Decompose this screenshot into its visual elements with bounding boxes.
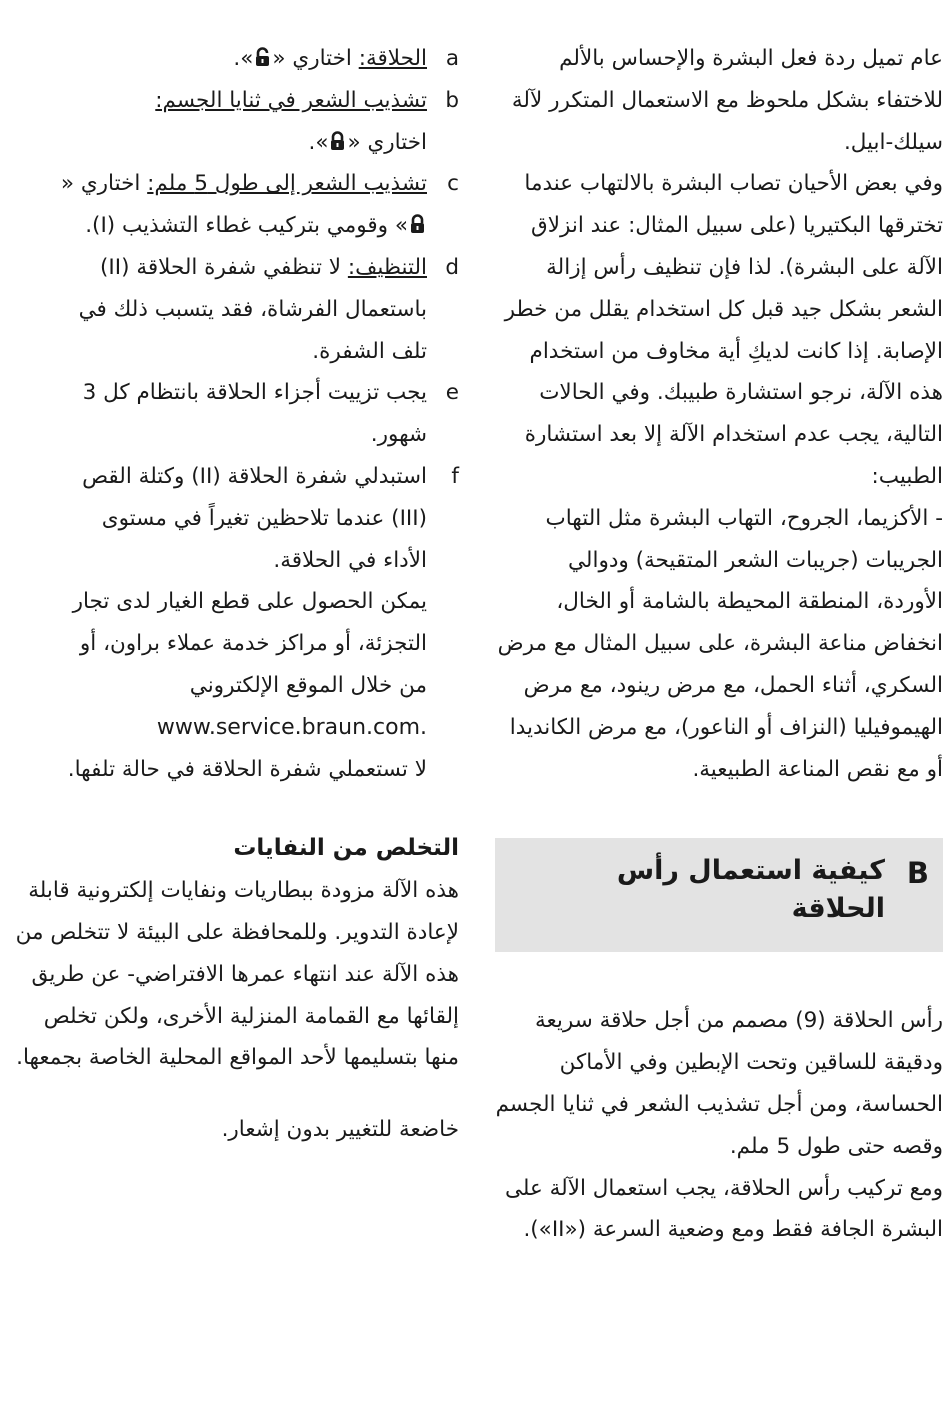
disposal-heading: التخلص من النفايات [233, 835, 459, 862]
padlock-closed-icon [410, 217, 425, 234]
list-item-a [12, 38, 459, 80]
section-title: كيفية استعمال رأس الحلاقة [616, 855, 885, 925]
item-text-after: ». [308, 129, 329, 155]
item-label: تشذيب الشعر إلى طول 5 ملم: [147, 171, 427, 197]
item-letter: c [447, 171, 459, 197]
item-text-before: اختاري « [60, 171, 148, 197]
service-url: www.service.braun.com. [156, 714, 427, 740]
list-item-f [12, 456, 459, 790]
damage-warning: لا تستعملي شفرة الحلاقة في حالة تلفها. [67, 756, 427, 782]
item-text [54, 80, 427, 164]
item-letter: b [445, 87, 459, 113]
item-text: استبدلي شفرة الحلاقة (II) وكتلة القص (III) عندما تلاحظين تغيراً في مستوى الأداء في الحلاقة. [82, 463, 427, 573]
spacer [12, 1079, 459, 1109]
item-text [54, 163, 427, 247]
list-item-e [12, 372, 459, 456]
padlock-closed-icon [330, 134, 345, 151]
padlock-open-icon [255, 50, 270, 67]
spare-parts-text: يمكن الحصول على قطع الغيار لدى تجار التجزئة، أو مراكز خدمة عملاء براون، أو من خلال الموقع الإلكتروني [72, 589, 427, 698]
item-letter: e [445, 380, 459, 406]
item-letter: d [445, 254, 459, 280]
list-item-c [12, 163, 459, 247]
right-column [495, 38, 943, 1251]
list-item-b [12, 80, 459, 164]
item-text-after: » وقومي بتركيب غطاء التشذيب (I). [85, 213, 408, 239]
infection-paragraph: وفي بعض الأحيان تصاب البشرة بالالتهاب عندما تخترقها البكتيريا (على سبيل المثال: عند انزلاق الآلة على البشرة). لذا فإن تنظيف رأس إزالة الشعر بشكل جيد قبل كل استخدام يقلل من خطر الإصابة. إذا كانت لديكِ أية مخاوف من استخدام هذه الآلة، نرجو استشارة طبيبك. وفي الحالات التالية، يجب عدم استخدام الآلة إلا بعد استشارة الطبيب: [504, 171, 943, 489]
item-text-after: ». [233, 46, 254, 71]
item-text: يجب تزييت أجزاء الحلاقة بانتظام كل 3 شهور. [82, 380, 427, 448]
item-text [54, 38, 427, 80]
item-letter: a [445, 46, 459, 71]
conditions-paragraph: - الأكزيما، الجروح، التهاب البشرة مثل التهاب الجريبات (جريبات الشعر المتقيحة) ودوالي الأوردة، المنطقة المحيطة بالشامة أو الخال، انخفاض مناعة البشرة، على سبيل المثال مع مرض السكري، أثناء الحمل، مع مرض رينود، مع مرض الهيموفيليا (النزاف أو الناعور)، مع مرض الكانديدا أو مع نقص المناعة الطبيعية. [497, 505, 943, 782]
change-notice: خاضعة للتغيير بدون إشعار. [221, 1117, 459, 1143]
list-item-d [12, 247, 459, 372]
disposal-paragraph: هذه الآلة مزودة ببطاريات ونفايات إلكترونية قابلة لإعادة التدوير. وللمحافظة على البيئة لا تتخلص من هذه الآلة عند انتهاء عمرها الافتراضي- عن طريق إلقائها مع القمامة المنزلية الأخرى، ولكن تخلص منها بتسليمها لأحد المواقع المحلية الخاصة بجمعها. [15, 878, 459, 1071]
section-letter: B [906, 856, 929, 891]
item-label: التنظيف: [347, 254, 427, 280]
item-label: الحلاقة: [358, 46, 427, 71]
item-body: لا تنظفي شفرة الحلاقة (II) باستعمال الفرشاة، فقد يتسبب ذلك في تلف الشفرة. [78, 254, 427, 364]
item-text [54, 247, 427, 372]
item-text-before: اختاري « [272, 46, 359, 71]
shaving-head-paragraph: رأس الحلاقة (9) مصمم من أجل حلاقة سريعة ودقيقة للساقين وتحت الإبطين وفي الأماكن الحساسة، ومن أجل تشذيب الشعر في ثنايا الجسم وقصه حتى طول 5 ملم. [495, 1008, 943, 1159]
left-column [12, 38, 459, 1151]
section-b-header [495, 838, 943, 952]
item-label: تشذيب الشعر في ثنايا الجسم: [155, 87, 427, 113]
item-letter: f [451, 463, 459, 489]
intro-paragraph: عام تميل ردة فعل البشرة والإحساس بالألم للاختفاء بشكل ملحوظ مع الاستعمال المتكرر لآلة سيلك-ابيل. [511, 46, 943, 155]
dry-skin-paragraph: ومع تركيب رأس الحلاقة، يجب استعمال الآلة على البشرة الجافة فقط ومع وضعية السرعة («II»). [504, 1175, 943, 1243]
item-text-before: اختاري « [347, 129, 427, 155]
